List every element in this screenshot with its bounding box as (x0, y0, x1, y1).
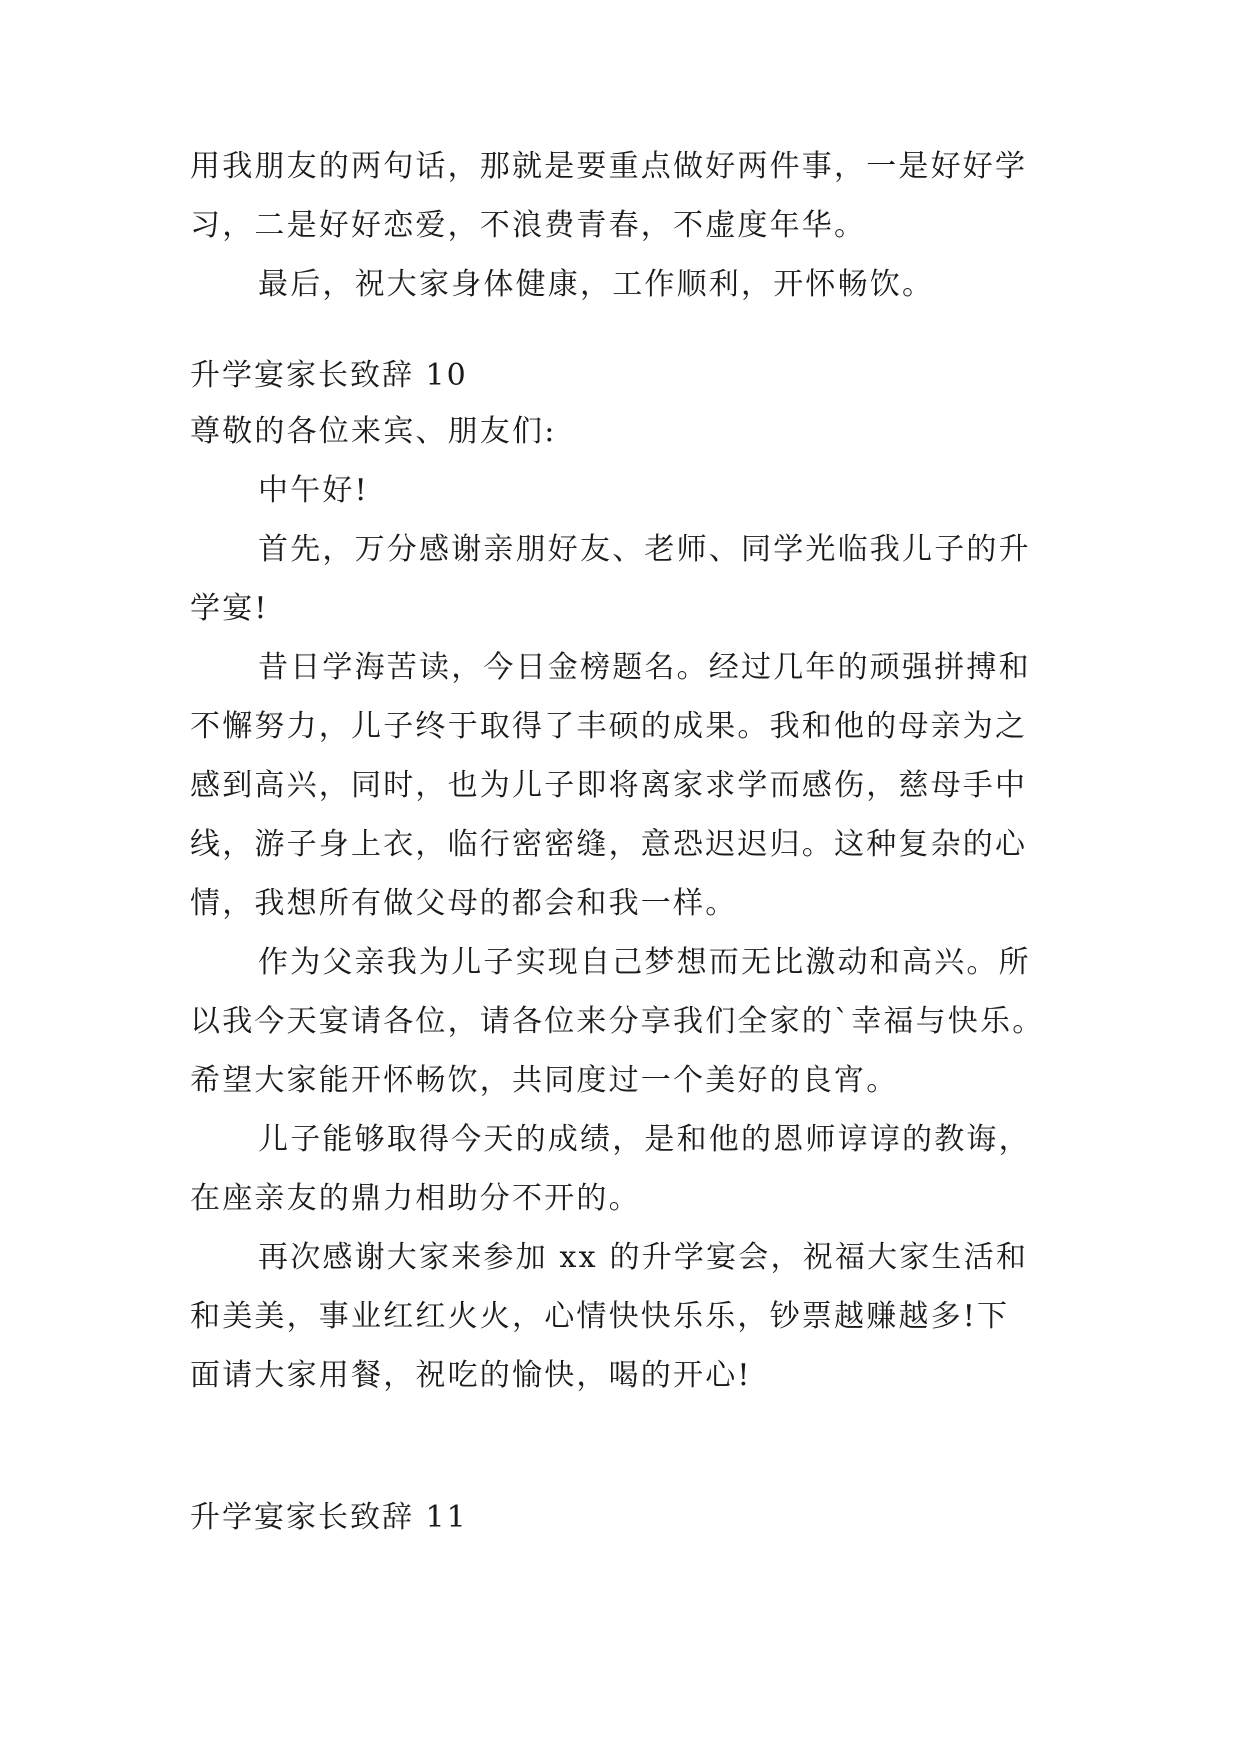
section-body (190, 402, 1060, 1405)
salutation: 尊敬的各位来宾、朋友们: (190, 414, 557, 449)
greeting: 中午好! (258, 473, 369, 508)
text-line: 感到高兴，同时，也为儿子即将离家求学而感伤，慈母手中 (190, 768, 1028, 803)
text-line: 再次感谢大家来参加 xx 的升学宴会，祝福大家生活和 (258, 1240, 1029, 1275)
text-line: 首先，万分感谢亲朋好友、老师、同学光临我儿子的升 (258, 532, 1031, 567)
text-line: 情，我想所有做父母的都会和我一样。 (190, 886, 738, 921)
text-line: 昔日学海苦读，今日金榜题名。经过几年的顽强拼搏和 (258, 650, 1031, 685)
text-line: 用我朋友的两句话，那就是要重点做好两件事，一是好好学 (190, 149, 1028, 184)
text-line: 儿子能够取得今天的成绩，是和他的恩师谆谆的教诲， (258, 1122, 1031, 1157)
text-line: 以我今天宴请各位，请各位来分享我们全家的`幸福与快乐。 (190, 1004, 1045, 1039)
text-line: 作为父亲我为儿子实现自己梦想而无比激动和高兴。所 (258, 945, 1031, 980)
text-line: 和美美，事业红红火火，心情快快乐乐，钞票越赚越多!下 (190, 1299, 1010, 1334)
text-line: 不懈努力，儿子终于取得了丰硕的成果。我和他的母亲为之 (190, 709, 1028, 744)
text-line: 希望大家能开怀畅饮，共同度过一个美好的良宵。 (190, 1063, 899, 1098)
text-line: 最后，祝大家身体健康，工作顺利，开怀畅饮。 (258, 267, 935, 302)
section-title: 升学宴家长致辞 10 (190, 358, 468, 393)
text-line: 面请大家用餐，祝吃的愉快，喝的开心! (190, 1358, 752, 1393)
prev-section-paragraph (190, 137, 1060, 314)
section-title: 升学宴家长致辞 11 (190, 1500, 468, 1535)
text-line: 学宴! (190, 591, 269, 626)
text-line: 在座亲友的鼎力相助分不开的。 (190, 1181, 641, 1216)
text-line: 习，二是好好恋爱，不浪费青春，不虚度年华。 (190, 208, 867, 243)
text-line: 线，游子身上衣，临行密密缝，意恐迟迟归。这种复杂的心 (190, 827, 1028, 862)
